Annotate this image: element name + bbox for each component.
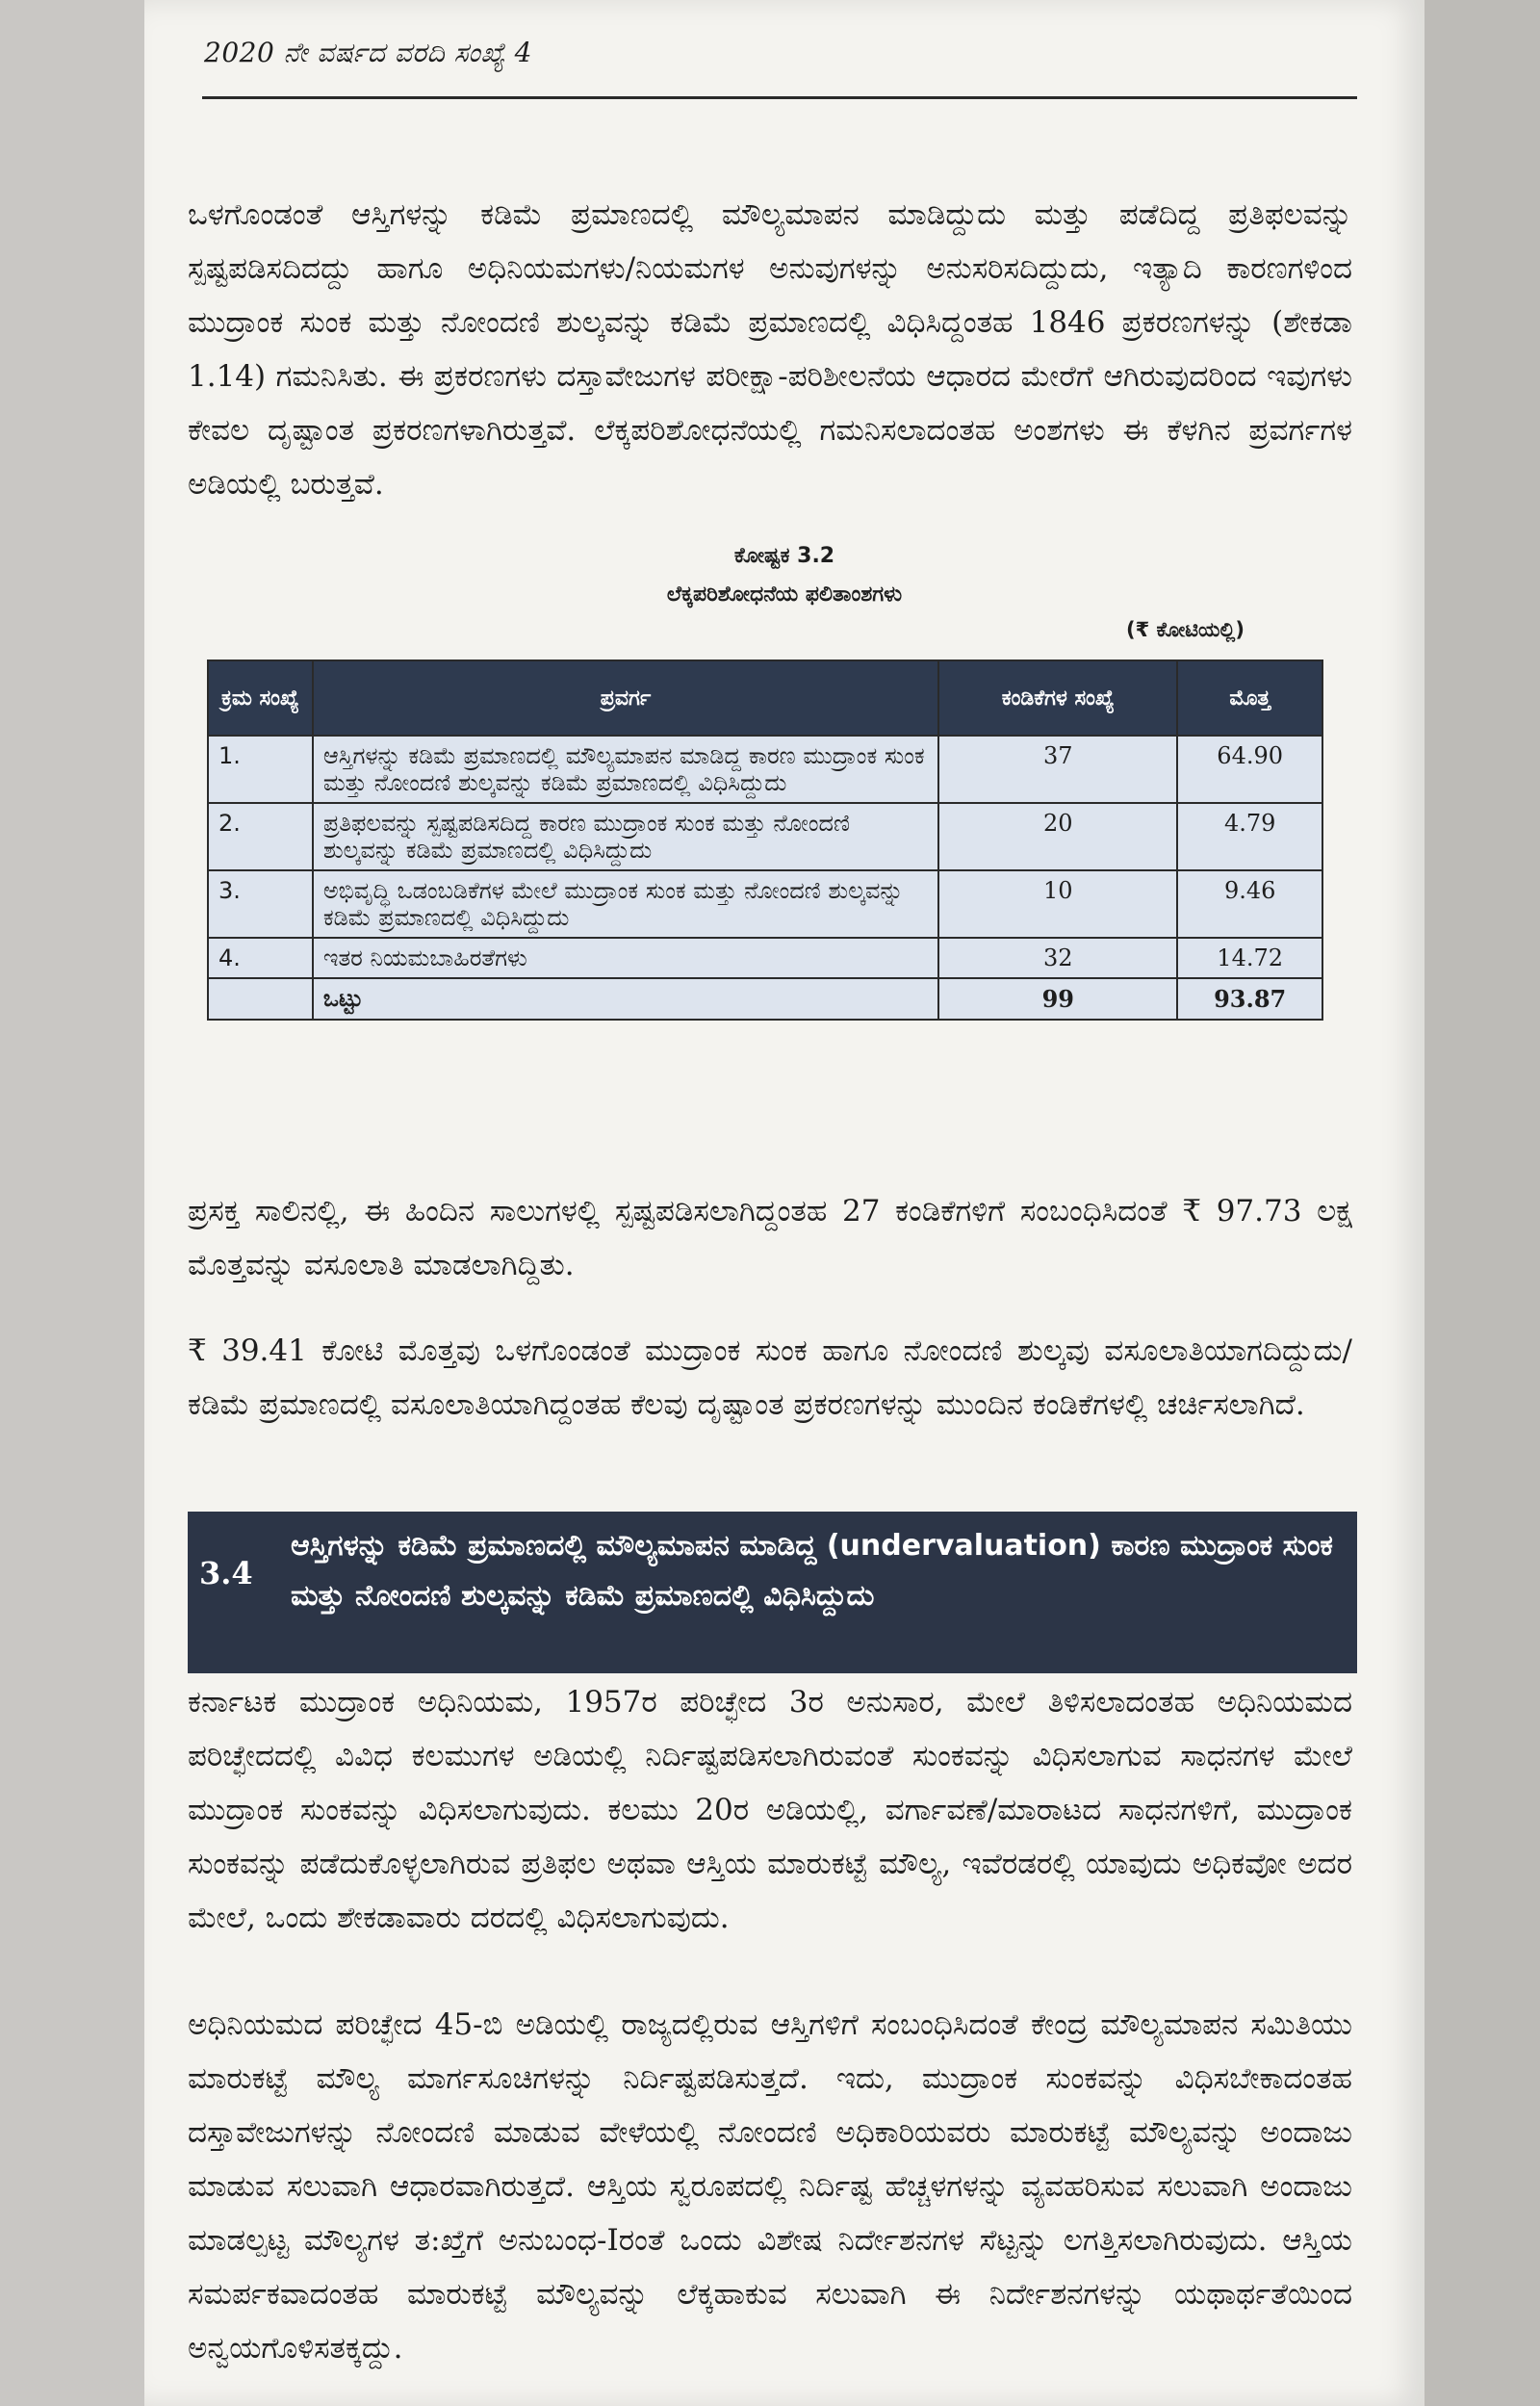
- section-paragraph-1: ಕರ್ನಾಟಕ ಮುದ್ರಾಂಕ ಅಧಿನಿಯಮ, 1957ರ ಪರಿಚ್ಛೇದ 3ರ ಅನುಸಾರ, ಮೇಲೆ ತಿಳಿಸಲಾದಂತಹ ಅಧಿನಿಯಮದ ಪರಿಚ್ಛೇದದಲ್ಲಿ ವಿವಿಧ ಕಲಮುಗಳ ಅಡಿಯಲ್ಲಿ ನಿರ್ದಿಷ್ಟಪಡಿಸಲಾಗಿರುವಂತೆ ಸುಂಕವನ್ನು ವಿಧಿಸಲಾಗುವ ಸಾಧನಗಳ ಮೇಲೆ ಮುದ್ರಾಂಕ ಸುಂಕವನ್ನು ವಿಧಿಸಲಾಗುವುದು. ಕಲಮು 20ರ ಅಡಿಯಲ್ಲಿ, ವರ್ಗಾವಣೆ/ಮಾರಾಟದ ಸಾಧನಗಳಿಗೆ, ಮುದ್ರಾಂಕ ಸುಂಕವನ್ನು ಪಡೆದುಕೊಳ್ಳಲಾಗಿರುವ ಪ್ರತಿಫಲ ಅಥವಾ ಆಸ್ತಿಯ ಮಾರುಕಟ್ಟೆ ಮೌಲ್ಯ, ಇವೆರಡರಲ್ಲಿ ಯಾವುದು ಅಧಿಕವೋ ಅದರ ಮೇಲೆ, ಒಂದು ಶೇಕಡಾವಾರು ದರದಲ್ಲಿ ವಿಧಿಸಲಾಗುವುದು.: [188, 1685, 1352, 1935]
- cell-category: ಇತರ ನಿಯಮಬಾಹಿರತೆಗಳು: [313, 938, 938, 978]
- header-category: ಪ್ರವರ್ಗ: [313, 660, 938, 736]
- cell-total-paragraphs: 99: [938, 978, 1177, 1020]
- cell-serial: 1.: [208, 736, 313, 803]
- header-paragraphs: ಕಂಡಿಕೆಗಳ ಸಂಖ್ಯೆ: [938, 660, 1177, 736]
- section-number: 3.4: [199, 1555, 253, 1591]
- table-row: [208, 938, 1322, 978]
- cell-amount: 64.90: [1177, 736, 1322, 803]
- header-amount: ಮೊತ್ತ: [1177, 660, 1322, 736]
- cell-serial-empty: [208, 978, 313, 1020]
- cell-total-amount: 93.87: [1177, 978, 1322, 1020]
- cell-paragraphs: 37: [938, 736, 1177, 803]
- section-title: ಆಸ್ತಿಗಳನ್ನು ಕಡಿಮೆ ಪ್ರಮಾಣದಲ್ಲಿ ಮೌಲ್ಯಮಾಪನ ಮಾಡಿದ್ದ (undervaluation) ಕಾರಣ ಮುದ್ರಾಂಕ ಸುಂಕ ಮತ್ತು ನೋಂದಣಿ ಶುಲ್ಕವನ್ನು ಕಡಿಮೆ ಪ್ರಮಾಣದಲ್ಲಿ ವಿಧಿಸಿದ್ದುದು: [291, 1529, 1333, 1613]
- header-serial: ಕ್ರಮ ಸಂಖ್ಯೆ: [208, 660, 313, 736]
- table-header-row: [208, 660, 1322, 736]
- audit-results-table: [207, 660, 1323, 1021]
- cell-paragraphs: 32: [938, 938, 1177, 978]
- background-right: [1424, 0, 1540, 2406]
- cell-serial: 2.: [208, 803, 313, 870]
- cell-amount: 4.79: [1177, 803, 1322, 870]
- background-left: [0, 0, 144, 2406]
- table-row: [208, 803, 1322, 870]
- after-table-paragraph: ಪ್ರಸಕ್ತ ಸಾಲಿನಲ್ಲಿ, ಈ ಹಿಂದಿನ ಸಾಲುಗಳಲ್ಲಿ ಸ್ಪಷ್ಟಪಡಿಸಲಾಗಿದ್ದಂತಹ 27 ಕಂಡಿಕೆಗಳಿಗೆ ಸಂಬಂಧಿಸಿದಂತೆ ₹ 97.73 ಲಕ್ಷ ಮೊತ್ತವನ್ನು ವಸೂಲಾತಿ ಮಾಡಲಾಗಿದ್ದಿತು.: [188, 1194, 1352, 1282]
- cell-category: ಆಸ್ತಿಗಳನ್ನು ಕಡಿಮೆ ಪ್ರಮಾಣದಲ್ಲಿ ಮೌಲ್ಯಮಾಪನ ಮಾಡಿದ್ದ ಕಾರಣ ಮುದ್ರಾಂಕ ಸುಂಕ ಮತ್ತು ನೋಂದಣಿ ಶುಲ್ಕವನ್ನು ಕಡಿಮೆ ಪ್ರಮಾಣದಲ್ಲಿ ವಿಧಿಸಿದ್ದುದು: [313, 736, 938, 803]
- table-unit: (₹ ಕೋಟಿಯಲ್ಲಿ): [1126, 618, 1245, 641]
- recovery-paragraph: ₹ 39.41 ಕೋಟಿ ಮೊತ್ತವು ಒಳಗೊಂಡಂತೆ ಮುದ್ರಾಂಕ ಸುಂಕ ಹಾಗೂ ನೋಂದಣಿ ಶುಲ್ಕವು ವಸೂಲಾತಿಯಾಗದಿದ್ದುದು/ಕಡಿಮೆ ಪ್ರಮಾಣದಲ್ಲಿ ವಸೂಲಾತಿಯಾಗಿದ್ದಂತಹ ಕೆಲವು ದೃಷ್ಟಾಂತ ಪ್ರಕರಣಗಳನ್ನು ಮುಂದಿನ ಕಂಡಿಕೆಗಳಲ್ಲಿ ಚರ್ಚಿಸಲಾಗಿದೆ.: [188, 1333, 1352, 1422]
- table-title: ಲೆಕ್ಕಪರಿಶೋಧನೆಯ ಫಲಿತಾಂಶಗಳು: [666, 582, 903, 607]
- section-paragraph-2: ಅಧಿನಿಯಮದ ಪರಿಚ್ಛೇದ 45-ಬಿ ಅಡಿಯಲ್ಲಿ ರಾಜ್ಯದಲ್ಲಿರುವ ಆಸ್ತಿಗಳಿಗೆ ಸಂಬಂಧಿಸಿದಂತೆ ಕೇಂದ್ರ ಮೌಲ್ಯಮಾಪನ ಸಮಿತಿಯು ಮಾರುಕಟ್ಟೆ ಮೌಲ್ಯ ಮಾರ್ಗಸೂಚಿಗಳನ್ನು ನಿರ್ದಿಷ್ಟಪಡಿಸುತ್ತದೆ. ಇದು, ಮುದ್ರಾಂಕ ಸುಂಕವನ್ನು ವಿಧಿಸಬೇಕಾದಂತಹ ದಸ್ತಾವೇಜುಗಳನ್ನು ನೋಂದಣಿ ಮಾಡುವ ವೇಳೆಯಲ್ಲಿ ನೋಂದಣಿ ಅಧಿಕಾರಿಯವರು ಮಾರುಕಟ್ಟೆ ಮೌಲ್ಯವನ್ನು ಅಂದಾಜು ಮಾಡುವ ಸಲುವಾಗಿ ಆಧಾರವಾಗಿರುತ್ತದೆ. ಆಸ್ತಿಯ ಸ್ವರೂಪದಲ್ಲಿ ನಿರ್ದಿಷ್ಟ ಹೆಚ್ಚಳಗಳನ್ನು ವ್ಯವಹರಿಸುವ ಸಲುವಾಗಿ ಅಂದಾಜು ಮಾಡಲ್ಪಟ್ಟ ಮೌಲ್ಯಗಳ ತ:ಖ್ತೆಗೆ ಅನುಬಂಧ-Iರಂತೆ ಒಂದು ವಿಶೇಷ ನಿರ್ದೇಶನಗಳ ಸೆಟ್ಟನ್ನು ಲಗತ್ತಿಸಲಾಗಿರುವುದು. ಆಸ್ತಿಯ ಸಮರ್ಪಕವಾದಂತಹ ಮಾರುಕಟ್ಟೆ ಮೌಲ್ಯವನ್ನು ಲೆಕ್ಕಹಾಕುವ ಸಲುವಾಗಿ ಈ ನಿರ್ದೇಶನಗಳನ್ನು ಯಥಾರ್ಥತೆಯಿಂದ ಅನ್ವಯಗೊಳಿಸತಕ್ಕದ್ದು.: [188, 2007, 1352, 2366]
- cell-amount: 14.72: [1177, 938, 1322, 978]
- table-total-row: [208, 978, 1322, 1020]
- table-number: ಕೋಷ್ಟಕ 3.2: [733, 544, 835, 568]
- intro-paragraph: ಒಳಗೊಂಡಂತೆ ಆಸ್ತಿಗಳನ್ನು ಕಡಿಮೆ ಪ್ರಮಾಣದಲ್ಲಿ ಮೌಲ್ಯಮಾಪನ ಮಾಡಿದ್ದುದು ಮತ್ತು ಪಡೆದಿದ್ದ ಪ್ರತಿಫಲವನ್ನು ಸ್ಪಷ್ಟಪಡಿಸದಿದದ್ದು ಹಾಗೂ ಅಧಿನಿಯಮಗಳು/ನಿಯಮಗಳ ಅನುವುಗಳನ್ನು ಅನುಸರಿಸದಿದ್ದುದು, ಇತ್ಯಾದಿ ಕಾರಣಗಳಿಂದ ಮುದ್ರಾಂಕ ಸುಂಕ ಮತ್ತು ನೋಂದಣಿ ಶುಲ್ಕವನ್ನು ಕಡಿಮೆ ಪ್ರಮಾಣದಲ್ಲಿ ವಿಧಿಸಿದ್ದಂತಹ 1846 ಪ್ರಕರಣಗಳನ್ನು (ಶೇಕಡಾ 1.14) ಗಮನಿಸಿತು. ಈ ಪ್ರಕರಣಗಳು ದಸ್ತಾವೇಜುಗಳ ಪರೀಕ್ಷಾ-ಪರಿಶೀಲನೆಯ ಆಧಾರದ ಮೇರೆಗೆ ಆಗಿರುವುದರಿಂದ ಇವುಗಳು ಕೇವಲ ದೃಷ್ಟಾಂತ ಪ್ರಕರಣಗಳಾಗಿರುತ್ತವೆ. ಲೆಕ್ಕಪರಿಶೋಧನೆಯಲ್ಲಿ ಗಮನಿಸಲಾದಂತಹ ಅಂಶಗಳು ಈ ಕೆಳಗಿನ ಪ್ರವರ್ಗಗಳ ಅಡಿಯಲ್ಲಿ ಬರುತ್ತವೆ.: [188, 197, 1352, 502]
- cell-total-label: ಒಟ್ಟು: [313, 978, 938, 1020]
- cell-paragraphs: 20: [938, 803, 1177, 870]
- running-header: 2020 ನೇ ವರ್ಷದ ವರದಿ ಸಂಖ್ಯೆ 4: [204, 37, 532, 68]
- table-row: [208, 736, 1322, 803]
- cell-amount: 9.46: [1177, 870, 1322, 938]
- cell-category: ಅಭಿವೃದ್ಧಿ ಒಡಂಬಡಿಕೆಗಳ ಮೇಲೆ ಮುದ್ರಾಂಕ ಸುಂಕ ಮತ್ತು ನೋಂದಣಿ ಶುಲ್ಕವನ್ನು ಕಡಿಮೆ ಪ್ರಮಾಣದಲ್ಲಿ ವಿಧಿಸಿದ್ದುದು: [313, 870, 938, 938]
- cell-paragraphs: 10: [938, 870, 1177, 938]
- cell-serial: 4.: [208, 938, 313, 978]
- header-divider: [202, 96, 1357, 99]
- document-page: [144, 0, 1424, 2406]
- table-row: [208, 870, 1322, 938]
- section-heading: [188, 1512, 1357, 1673]
- cell-serial: 3.: [208, 870, 313, 938]
- cell-category: ಪ್ರತಿಫಲವನ್ನು ಸ್ಪಷ್ಟಪಡಿಸದಿದ್ದ ಕಾರಣ ಮುದ್ರಾಂಕ ಸುಂಕ ಮತ್ತು ನೋಂದಣಿ ಶುಲ್ಕವನ್ನು ಕಡಿಮೆ ಪ್ರಮಾಣದಲ್ಲಿ ವಿಧಿಸಿದ್ದುದು: [313, 803, 938, 870]
